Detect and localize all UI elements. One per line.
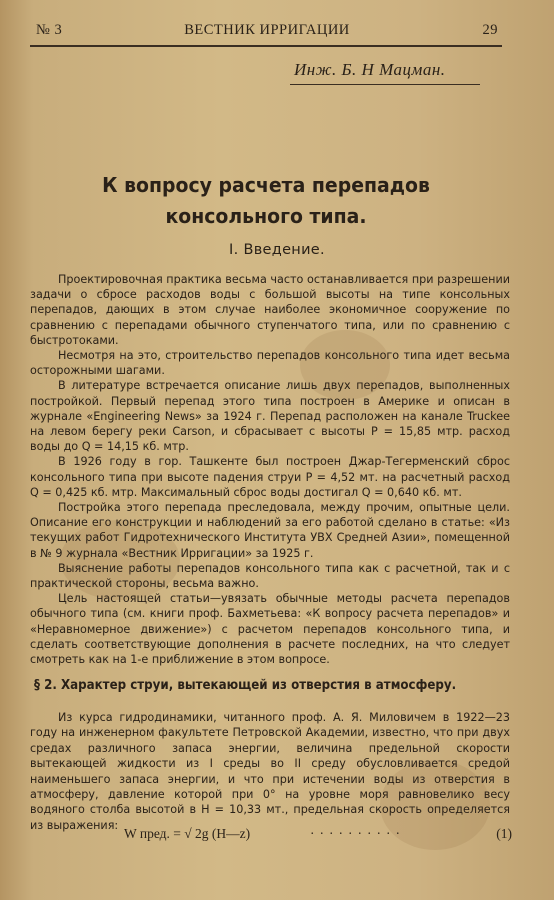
formula-number: (1): [496, 826, 512, 841]
section-heading-introduction: I. Введение.: [229, 242, 325, 258]
paragraph: Цель настоящей статьи—увязать обычные методы расчета перепадов обычного типа (см. книги проф. Бахметьева: «К вопросу расчета перепадов» и «Неравномерное движение») с расчетом перепадов консольного типа, и сделать соответствующие дополнения в расчете последних, на что следует смотреть как на 1-е приближение в этом вопросе.: [30, 592, 510, 667]
page-number: 29: [482, 22, 498, 38]
paragraph: Выяснение работы перепадов консольного типа как с расчетной, так и с практической стороны, весьма важно.: [30, 561, 510, 591]
section2-text: [30, 710, 510, 833]
formula-expression: W пред. = √ 2g (H—z): [124, 826, 251, 841]
paragraph: Несмотря на это, строительство перепадов консольного типа идет весьма осторожными шагами.: [30, 349, 510, 378]
formula-1: [124, 826, 512, 846]
formula-leader-dots: ··········: [310, 826, 405, 841]
author-underline: [290, 84, 480, 85]
journal-name: ВЕСТНИК ИРРИГАЦИИ: [184, 22, 350, 38]
paragraph: Из курса гидродинамики, читанного проф. А. Я. Миловичем в 1922—23 году на инженерном факультете Петровской Академии, известно, что при двух средах различного запаса энергии, величина предельной скорости вытекающей жидкости из I среды во II среду обусловливается средой наименьшего запаса энергии, и что при истечении воды из отверстия в атмосферу, давление которой при 0° на уровне моря равновелико весу водяного столба высотой в H = 10,33 мт., предельная скорость определяется из выражения:: [30, 711, 510, 832]
paragraph: Постройка этого перепада преследовала, между прочим, опытные цели. Описание его конструкции и наблюдений за его работой сделано в статье: «Из текущих работ Гидротехнического Института УВХ Средней Азии», помещенной в № 9 журнала «Вестник Ирригации» за 1925 г.: [30, 501, 510, 560]
paragraph: В 1926 году в гор. Ташкенте был построен Джар-Тегерменский сброс консольного типа при высоте падения струи P = 4,52 мт. на расчетный расход Q = 0,425 кб. мтр. Максимальный сброс воды достигал Q = 0,640 кб. мт.: [30, 455, 510, 499]
issue-number: № 3: [36, 22, 63, 38]
introduction-text: [30, 272, 510, 667]
author-line: Инж. Б. Н Мацман.: [294, 60, 446, 79]
paragraph: В литературе встречается описание лишь двух перепадов, выполненных постройкой. Первый перепад этого типа построен в Америке и описан в журнале «Engineering News» за 1924 г. Перепад расположен на канале Truckee на левом берегу реки Carson, и сбрасывает с высоты P = 15,85 мтр. расход воды до Q = 14,15 кб. мтр.: [30, 379, 510, 454]
paragraph: Проектировочная практика весьма часто останавливается при разрешении задачи о сбросе расходов воды с большой высоты на типе консольных перепадов, дающих в этом случае наиболее экономичное сооружение по сравнению с перепадами обычного ступенчатого типа, или по сравнению с быстротоками.: [30, 273, 510, 347]
running-header: [36, 22, 498, 44]
article-title: К вопросу расчета перепадов консольного типа.: [102, 173, 430, 228]
section-heading-jet-character: § 2. Характер струи, вытекающей из отверстия в атмосферу.: [34, 678, 457, 693]
header-rule: [30, 45, 502, 47]
